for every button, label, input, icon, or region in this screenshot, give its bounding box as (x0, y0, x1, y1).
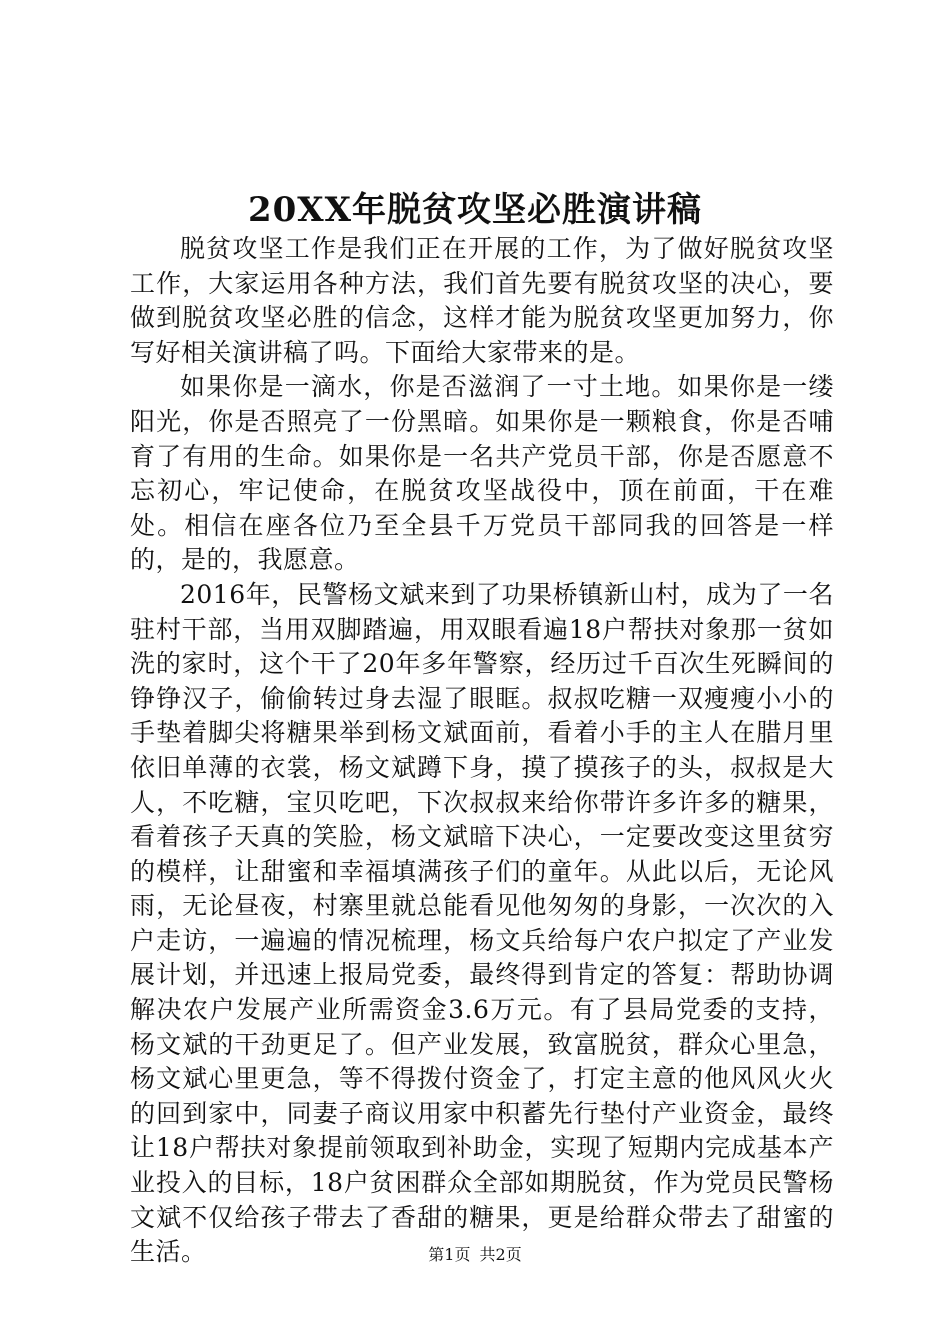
page-footer (0, 1243, 950, 1267)
paragraph: 2016年，民警杨文斌来到了功果桥镇新山村，成为了一名驻村干部，当用双脚踏遍，用双眼看遍18户帮扶对象那一贫如洗的家时，这个干了20年多年警察，经历过千百次生死瞬间的铮铮汉子，偷偷转过身去湿了眼眶。叔叔吃糖一双瘦瘦小小的手垫着脚尖将糖果举到杨文斌面前，看着小手的主人在腊月里依旧单薄的衣裳，杨文斌蹲下身，摸了摸孩子的头，叔叔是大人，不吃糖，宝贝吃吧，下次叔叔来给你带许多许多的糖果，看着孩子天真的笑脸，杨文斌暗下决心，一定要改变这里贫穷的模样，让甜蜜和幸福填满孩子们的童年。从此以后，无论风雨，无论昼夜，村寨里就总能看见他匆匆的身影，一次次的入户走访，一遍遍的情况梳理，杨文兵给每户农户拟定了产业发展计划，并迅速上报局党委，最终得到肯定的答复：帮助协调解决农户发展产业所需资金3.6万元。有了县局党委的支持，杨文斌的干劲更足了。但产业发展，致富脱贫，群众心里急，杨文斌心里更急，等不得拨付资金了，打定主意的他风风火火的回到家中，同妻子商议用家中积蓄先行垫付产业资金，最终让18户帮扶对象提前领取到补助金，实现了短期内完成基本产业投入的目标，18户贫困群众全部如期脱贫，作为党员民警杨文斌不仅给孩子带去了香甜的糖果，更是给群众带去了甜蜜的生活。 (130, 579, 834, 1267)
page-number: 第1页 (428, 1245, 471, 1264)
paragraph: 如果你是一滴水，你是否滋润了一寸土地。如果你是一缕阳光，你是否照亮了一份黑暗。如果你是一颗粮食，你是否哺育了有用的生命。如果你是一名共产党员干部，你是否愿意不忘初心，牢记使命，在脱贫攻坚战役中，顶在前面，干在难处。相信在座各位乃至全县千万党员干部同我的回答是一样的，是的，我愿意。 (130, 372, 834, 575)
paragraph: 脱贫攻坚工作是我们正在开展的工作，为了做好脱贫攻坚工作，大家运用各种方法，我们首先要有脱贫攻坚的决心，要做到脱贫攻坚必胜的信念，这样才能为脱贫攻坚更加努力，你写好相关演讲稿了吗。下面给大家带来的是。 (130, 234, 834, 367)
page-total: 共2页 (479, 1245, 522, 1264)
document-title: 20XX年脱贫攻坚必胜演讲稿 (247, 190, 703, 230)
document-body (130, 232, 834, 1270)
